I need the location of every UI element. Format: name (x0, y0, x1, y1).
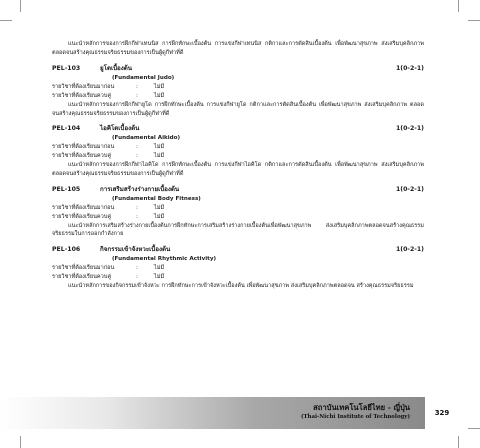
course-title-en: (Fundamental Aikido) (112, 135, 181, 142)
prerequisite-label: รายวิชาที่ต้องเรียนมาก่อน (52, 84, 115, 91)
course-credit: 1(0-2-1) (395, 185, 424, 193)
course-description: แนะนำหลักการเสริมสร้างร่างกายเบื้องต้นการฝึกทักษะการเสริมสร้างร่างกายเบื้องต้นเพื่อพัฒนาสุขภาพ ส่งเสริมบุคลิกภาพตลอดจนสร้างคุณธรรม จริยธรรมในการออกกำลังกาย (52, 222, 424, 238)
colon: : (136, 213, 138, 220)
prerequisite-row (52, 204, 424, 213)
course-pel-104 (52, 124, 424, 178)
prerequisite-value: ไม่มี (154, 264, 165, 271)
institute-name-en: (Thai-Nichi Institute of Technology) (300, 414, 410, 420)
corequisite-value: ไม่มี (154, 93, 165, 100)
colon: : (136, 264, 138, 271)
course-title-th: กิจกรรมเข้าจังหวะเบื้องต้น (100, 245, 171, 253)
colon: : (136, 144, 138, 151)
course-pel-103 (52, 64, 424, 118)
prerequisite-label: รายวิชาที่ต้องเรียนมาก่อน (52, 264, 115, 271)
course-credit: 1(0-2-1) (395, 125, 424, 133)
page-number: 329 (434, 409, 450, 417)
prerequisite-row (52, 83, 424, 92)
corequisite-row (52, 92, 424, 101)
corequisite-row (52, 152, 424, 161)
course-header (52, 64, 424, 74)
course-code: PEL-103 (52, 65, 81, 73)
course-description: แนะนำหลักการของกิจกรรมเข้าจังหวะ การฝึกทักษะการเข้าจังหวะเบื้องต้น เพื่อพัฒนาสุขภาพ ส่งเสริมบุคลิกภาพตลอดจน สร้างคุณธรรมจริยธรรม (68, 282, 414, 289)
course-header (52, 124, 424, 134)
corequisite-value: ไม่มี (154, 153, 165, 160)
course-header (52, 245, 424, 255)
course-title-th: ยูโดเบื้องต้น (100, 65, 132, 73)
crop-mark (468, 428, 480, 429)
corequisite-value: ไม่มี (154, 273, 165, 280)
crop-mark (458, 0, 459, 12)
colon: : (136, 84, 138, 91)
institute-name-th: สถาบันเทคโนโลยีไทย - ญี่ปุ่น (313, 403, 410, 412)
crop-mark (0, 20, 12, 21)
course-description: แนะนำหลักการของการฝึกกีฬายูโด การฝึกทักษะเบื้องต้น การแข่งกีฬายูโด กติกาและการตัดสินเบื้องต้น เพื่อพัฒนาสุขภาพ ส่งเสริมบุคลิกภาพ ตลอดจนสร้างคุณธรรมจริยธรรมของการเป็นผู้ดูกีฬาที่ดี (52, 102, 424, 117)
crop-mark (468, 20, 480, 21)
page-content (52, 40, 424, 296)
intro-paragraph: แนะนำหลักการของการฝึกกีฬาเทนนิส การฝึกทักษะเบื้องต้น การแข่งกีฬาเทนนิส กติกาและการตัดสินเบื้องต้น เพื่อพัฒนาสุขภาพ ส่งเสริมบุคลิกภาพ ตลอดจนสร้างคุณธรรมจริยธรรมของการเป็นผู้ดูกีฬาที่ดี (52, 41, 424, 56)
course-credit: 1(0-2-1) (395, 65, 424, 73)
course-title-th: ไอคิโดเบื้องต้น (100, 125, 140, 133)
prerequisite-row (52, 143, 424, 152)
prerequisite-label: รายวิชาที่ต้องเรียนมาก่อน (52, 204, 115, 211)
course-title-en: (Fundamental Rhythmic Activity) (112, 255, 217, 262)
course-title-th: การเสริมสร้างร่างกายเบื้องต้น (100, 185, 180, 193)
corequisite-label: รายวิชาที่ต้องเรียนควบคู่ (52, 153, 112, 160)
prerequisite-value: ไม่มี (154, 144, 165, 151)
corequisite-label: รายวิชาที่ต้องเรียนควบคู่ (52, 213, 112, 220)
course-title-en: (Fundamental Body Fitness) (112, 195, 201, 202)
corequisite-label: รายวิชาที่ต้องเรียนควบคู่ (52, 93, 112, 100)
crop-mark (20, 436, 21, 448)
course-pel-106 (52, 245, 424, 291)
corequisite-row (52, 273, 424, 282)
course-credit: 1(0-2-1) (395, 245, 424, 253)
course-pel-105 (52, 185, 424, 239)
prerequisite-label: รายวิชาที่ต้องเรียนมาก่อน (52, 144, 115, 151)
corequisite-row (52, 213, 424, 222)
corequisite-label: รายวิชาที่ต้องเรียนควบคู่ (52, 273, 112, 280)
footer-institute (301, 402, 410, 421)
course-description: แนะนำหลักการของการฝึกกีฬาไอคิโด การฝึกทักษะเบื้องต้น การแข่งกีฬาไอคิโด กติกาและการตัดสินเบื้องต้น เพื่อพัฒนาสุขภาพ ส่งเสริมบุคลิกภาพ ตลอดจนสร้างคุณธรรมจริยธรรมของการเป็นผู้ดูกีฬาที่ดี (52, 162, 424, 177)
crop-mark (458, 436, 459, 448)
colon: : (136, 273, 138, 280)
corequisite-value: ไม่มี (154, 213, 165, 220)
prerequisite-row (52, 264, 424, 273)
colon: : (136, 153, 138, 160)
colon: : (136, 93, 138, 100)
crop-mark (20, 0, 21, 12)
course-code: PEL-106 (52, 245, 81, 253)
course-code: PEL-105 (52, 185, 81, 193)
colon: : (136, 204, 138, 211)
course-code: PEL-104 (52, 125, 81, 133)
course-header (52, 185, 424, 195)
prerequisite-value: ไม่มี (154, 204, 165, 211)
course-title-en: (Fundamental Judo) (112, 75, 175, 82)
prerequisite-value: ไม่มี (154, 84, 165, 91)
